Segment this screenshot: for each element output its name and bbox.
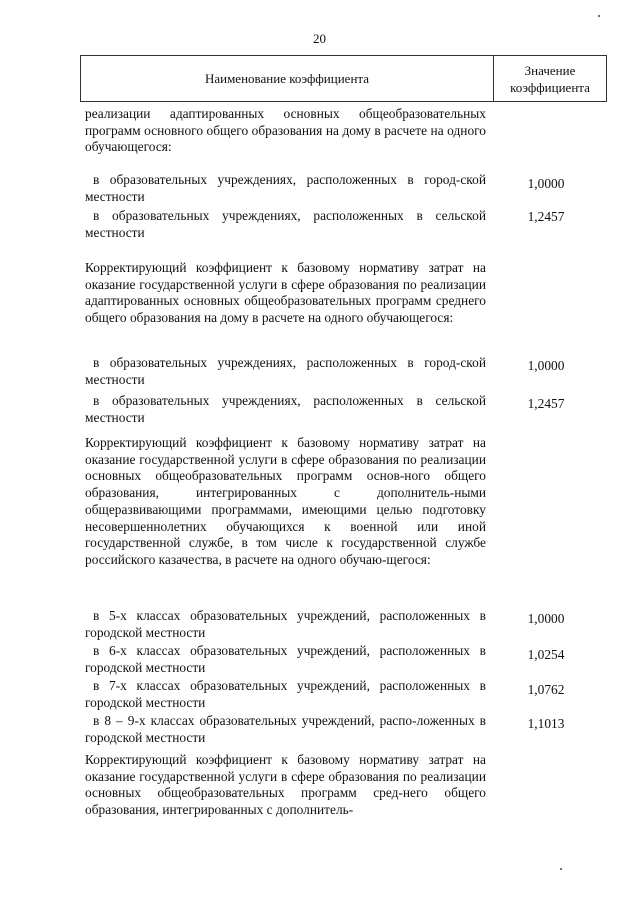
coefficient-description: Корректирующий коэффициент к базовому нормативу затрат на оказание государственной услуги в сфере образования по реализации основных общеобразовательных программ сред-него общего образования, интегрированных с дополнитель-	[85, 752, 486, 818]
coefficient-row-label: в образовательных учреждениях, расположенных в город-ской местности	[85, 172, 486, 204]
coefficient-value: 1,1013	[527, 716, 565, 731]
header-value-column: Значение коэффициента	[510, 62, 590, 95]
coefficient-description: Корректирующий коэффициент к базовому нормативу затрат на оказание государственной услуги в сфере образования по реализации основных общеобразовательных программ основ-ного общего образования, интегрированных с дополнитель-ными общеразвивающими программами, имеющими целью подготовку несовершеннолетних обучающихся к военной или иной государственной службе, в том числе к государственной службе российского казачества, в расчете на одного обучаю-щегося:	[85, 435, 486, 567]
page-number: 20	[313, 31, 326, 46]
coefficient-row-label: в образовательных учреждениях, расположенных в сельской местности	[85, 208, 486, 240]
coefficient-value: 1,0254	[527, 647, 565, 662]
scan-speck	[598, 15, 600, 17]
coefficient-description: Корректирующий коэффициент к базовому нормативу затрат на оказание государственной услуги в сфере образования по реализации адаптированных основных общеобразовательных программ среднего общего образования на дому в расчете на одного обучающегося:	[85, 260, 486, 326]
coefficient-value: 1,0000	[527, 358, 565, 373]
coefficient-row-label: в образовательных учреждениях, расположенных в город-ской местности	[85, 355, 486, 387]
coefficient-value: 1,2457	[527, 209, 565, 224]
coefficient-value: 1,2457	[527, 396, 565, 411]
coefficient-row-label: в 8 – 9-х классах образовательных учреждений, распо-ложенных в городской местности	[85, 713, 486, 745]
coefficient-row-label: в 7-х классах образовательных учреждений, расположенных в городской местности	[85, 678, 486, 710]
coefficient-row-label: в 5-х классах образовательных учреждений, расположенных в городской местности	[85, 608, 486, 640]
coefficient-row-label: в 6-х классах образовательных учреждений, расположенных в городской местности	[85, 643, 486, 675]
coefficient-value: 1,0000	[527, 176, 565, 191]
header-name-column: Наименование коэффициента	[81, 56, 494, 101]
coefficient-description: реализации адаптированных основных общеобразовательных программ основного общего образования на дому в расчете на одного обучающегося:	[85, 106, 486, 155]
table-header	[80, 55, 607, 102]
coefficient-value: 1,0000	[527, 611, 565, 626]
coefficient-row-label: в образовательных учреждениях, расположенных в сельской местности	[85, 393, 486, 425]
coefficient-value: 1,0762	[527, 682, 565, 697]
scan-speck	[560, 868, 562, 870]
